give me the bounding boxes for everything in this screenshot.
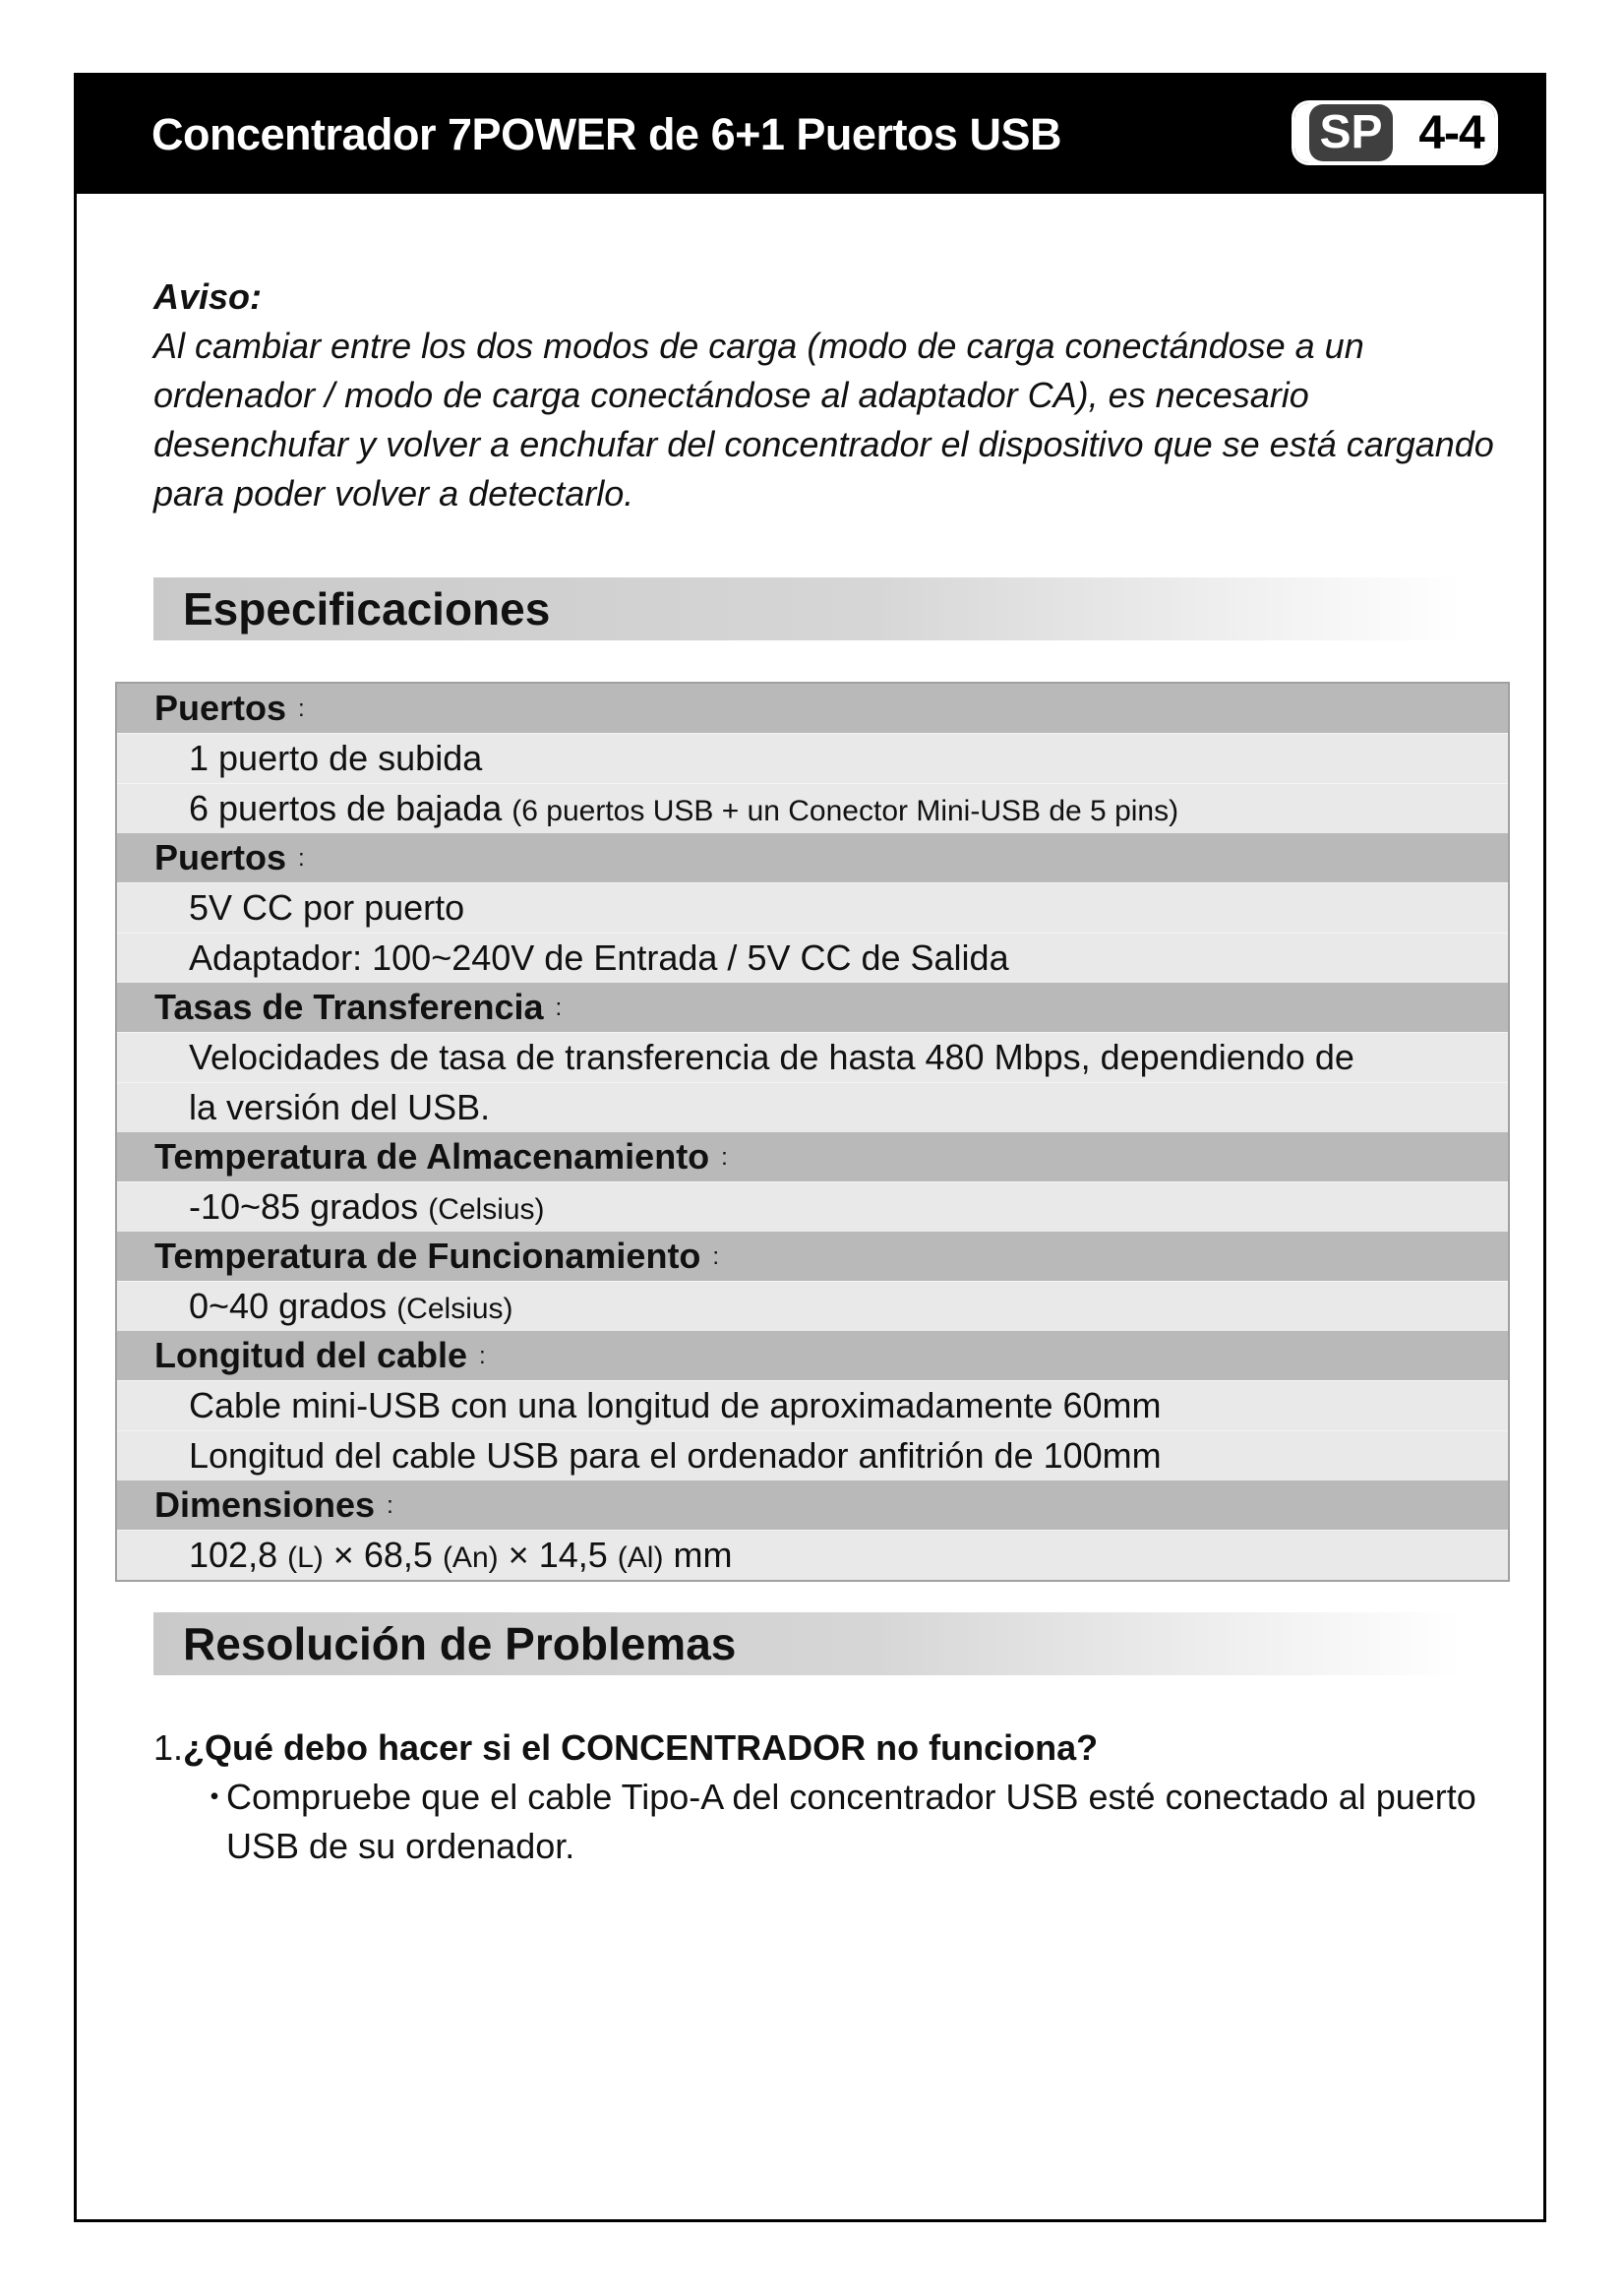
specs-table xyxy=(115,682,1510,1582)
spec-group-title xyxy=(117,983,1508,1032)
spec-group-title xyxy=(117,1232,1508,1281)
language-code: SP xyxy=(1309,104,1392,161)
troubleshooting-list xyxy=(153,1723,1531,1871)
spec-line-note: (Celsius) xyxy=(428,1193,545,1226)
dim-width: 68,5 xyxy=(363,1535,433,1575)
page-frame xyxy=(74,73,1546,2222)
dim-times: × xyxy=(332,1535,354,1575)
spec-line xyxy=(117,1082,1508,1132)
dim-length: 102,8 xyxy=(189,1535,278,1575)
spec-line xyxy=(117,1181,1508,1232)
notice-body: Al cambiar entre los dos modos de carga (modo de carga conectándose a un ordenador / modo de carga conectándose al adaptador CA), es necesario desenchufar y volver a enchufar del concentrador el dispositivo que se está cargando para poder volver a detectarlo. xyxy=(153,326,1494,514)
spec-group-title xyxy=(117,1480,1508,1530)
spec-line-text: 0~40 grados xyxy=(189,1286,388,1326)
spec-title-text: Puertos xyxy=(154,688,287,728)
spec-line-text: 1 puerto de subida xyxy=(189,738,483,778)
language-badge xyxy=(1294,103,1408,162)
troubleshooting-heading-bar xyxy=(153,1612,1462,1675)
spec-colon: : xyxy=(712,1243,720,1270)
spec-line xyxy=(117,1032,1508,1082)
page-badge xyxy=(1292,100,1498,165)
bullet-icon: ・ xyxy=(197,1777,233,1817)
spec-line xyxy=(117,1380,1508,1430)
dim-unit: mm xyxy=(673,1535,733,1575)
spec-colon: : xyxy=(387,1492,393,1519)
spec-line xyxy=(117,1281,1508,1331)
spec-colon: : xyxy=(555,995,563,1021)
spec-line-text: la versión del USB. xyxy=(189,1087,491,1127)
page-title: Concentrador 7POWER de 6+1 Puertos USB xyxy=(151,109,1061,159)
spec-title-text: Temperatura de Funcionamiento xyxy=(154,1236,701,1276)
spec-line xyxy=(117,733,1508,783)
spec-colon: : xyxy=(298,695,305,722)
spec-title-text: Dimensiones xyxy=(154,1484,376,1525)
spec-line-text: -10~85 grados xyxy=(189,1186,419,1227)
question-number: 1. xyxy=(153,1727,184,1768)
page-number: 4-4 xyxy=(1408,103,1495,162)
notice-block xyxy=(153,272,1511,518)
spec-title-text: Longitud del cable xyxy=(154,1335,468,1375)
notice-title: Aviso: xyxy=(153,276,263,317)
spec-line xyxy=(117,933,1508,983)
spec-line-text: Longitud del cable USB para el ordenador anfitrión de 100mm xyxy=(189,1435,1162,1476)
answer xyxy=(197,1773,1531,1871)
spec-line-note: (Celsius) xyxy=(396,1293,513,1325)
troubleshooting-heading: Resolución de Problemas xyxy=(183,1618,737,1669)
spec-line-text: 6 puertos de bajada xyxy=(189,788,503,828)
dimensions-line xyxy=(117,1530,1508,1580)
dim-length-unit: (L) xyxy=(287,1541,324,1574)
dim-height: 14,5 xyxy=(538,1535,608,1575)
specs-heading: Especificaciones xyxy=(183,583,551,634)
spec-group-title xyxy=(117,1132,1508,1181)
dim-height-unit: (Al) xyxy=(617,1541,664,1574)
spec-title-text: Tasas de Transferencia xyxy=(154,987,544,1027)
spec-colon: : xyxy=(479,1343,486,1369)
spec-title-text: Puertos xyxy=(154,837,287,877)
spec-line-note: (6 puertos USB + un Conector Mini-USB de 5 pins) xyxy=(511,795,1179,827)
specs-heading-bar xyxy=(153,577,1462,640)
spec-group-title xyxy=(117,833,1508,882)
spec-title-text: Temperatura de Almacenamiento xyxy=(154,1136,710,1177)
spec-group-title xyxy=(117,684,1508,733)
spec-group-title xyxy=(117,1331,1508,1380)
question xyxy=(153,1723,1531,1773)
dim-times: × xyxy=(508,1535,529,1575)
dim-width-unit: (An) xyxy=(442,1541,499,1574)
spec-colon: : xyxy=(721,1144,728,1171)
spec-line-text: Velocidades de tasa de transferencia de hasta 480 Mbps, dependiendo de xyxy=(189,1037,1354,1077)
header-bar xyxy=(77,76,1543,194)
spec-line-text: 5V CC por puerto xyxy=(189,887,465,928)
spec-line xyxy=(117,882,1508,933)
spec-line-text: Cable mini-USB con una longitud de aproximadamente 60mm xyxy=(189,1385,1162,1425)
spec-line xyxy=(117,1430,1508,1480)
question-text: ¿Qué debo hacer si el CONCENTRADOR no funciona? xyxy=(183,1727,1099,1768)
answer-text: Compruebe que el cable Tipo-A del concentrador USB esté conectado al puerto USB de su ordenador. xyxy=(226,1777,1476,1866)
spec-line-text: Adaptador: 100~240V de Entrada / 5V CC de Salida xyxy=(189,937,1009,978)
spec-colon: : xyxy=(298,845,305,872)
spec-line xyxy=(117,783,1508,833)
